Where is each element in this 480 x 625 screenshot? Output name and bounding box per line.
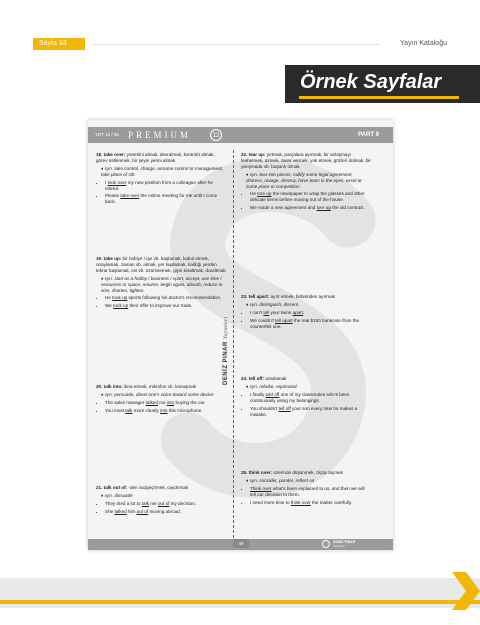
example-text: your son every time he makes a mistake. bbox=[250, 405, 358, 417]
example-text: We made a new agreement and bbox=[250, 205, 317, 211]
entry-meaning: yırtmak, parçalara ayırmak, bir anlaşmayı feshetmek, üzmek, zarar vermek, yok etmek, gözleri dolmak, bir yarışmada vb. başarılı olmak bbox=[241, 152, 371, 169]
book-page-number: 49 bbox=[233, 539, 249, 548]
phrase: into bbox=[160, 407, 168, 413]
example-item bbox=[105, 509, 226, 515]
example-text: You shouldn't bbox=[250, 405, 279, 411]
entry-heading bbox=[96, 485, 226, 491]
syn-text: syn. distinguish, discern bbox=[249, 301, 299, 307]
entry-term: 20. talk into: bbox=[96, 384, 123, 389]
example-list bbox=[241, 310, 371, 330]
phrase: took over bbox=[107, 179, 127, 185]
example-text: the matter carefully. bbox=[310, 499, 353, 505]
phrase: think over bbox=[290, 499, 311, 505]
syn-text: syn. tear into pieces, nullify some legal agreement, distress, ravage, destroy, have tears in the eyes, excel at some place or competition bbox=[246, 171, 362, 189]
author-name: DENİZ PINAR bbox=[223, 341, 229, 385]
example-text: one of my classmates who's been continuously using my belongings. bbox=[250, 391, 350, 403]
example-text: this microphone. bbox=[167, 407, 203, 413]
example-list bbox=[96, 501, 226, 515]
entry-heading bbox=[241, 294, 371, 300]
publisher-name: DENİZ PINAR bbox=[333, 540, 356, 544]
phrase: told off bbox=[265, 391, 280, 397]
example-item bbox=[250, 392, 371, 404]
phrase: tore up bbox=[316, 205, 331, 211]
phrase: talk bbox=[125, 407, 133, 413]
entry-term: 22. tear up: bbox=[241, 152, 266, 157]
phrase: talk bbox=[141, 500, 149, 506]
example-item bbox=[105, 400, 226, 406]
example-item bbox=[250, 310, 371, 316]
unit-number-badge: 12 bbox=[210, 129, 222, 141]
example-text: the old contract. bbox=[330, 205, 365, 211]
syn-text: syn. persuade, direct one's voice toward some device bbox=[104, 391, 214, 397]
example-item bbox=[105, 180, 226, 192]
example-text: their offer to improve our trade. bbox=[128, 303, 193, 309]
example-item bbox=[105, 295, 226, 301]
example-item bbox=[250, 406, 371, 418]
author-watermark bbox=[223, 317, 229, 386]
entry-synonyms: ♦ syn. tear into pieces, nullify some legal agreement, distress, ravage, destroy, have tears in the eyes, excel at some place or competition bbox=[246, 171, 362, 189]
premium-brand: PREMIUM bbox=[128, 130, 192, 140]
entry-heading bbox=[241, 470, 371, 476]
example-text: moving abroad. bbox=[148, 508, 182, 514]
example-text: He bbox=[250, 191, 258, 197]
example-list bbox=[96, 180, 226, 206]
catalog-label: Yayın Kataloğu bbox=[400, 40, 447, 47]
example-text: They tried a lot to bbox=[105, 500, 142, 506]
entry-take-up bbox=[96, 256, 226, 311]
entry-term: 23. tell apart: bbox=[241, 294, 270, 299]
syn-text: syn. take control, charge, assume control or management, take place of sth. bbox=[101, 165, 224, 177]
example-text: him bbox=[126, 508, 137, 514]
entry-synonyms: ♦ syn. take control, charge, assume control or management, take place of sth. bbox=[101, 165, 224, 177]
example-list bbox=[241, 486, 371, 506]
entry-synonyms: ♦ syn. rebuke, reprimand bbox=[246, 383, 297, 389]
header-divider bbox=[92, 44, 380, 45]
example-text: She bbox=[105, 508, 115, 514]
example-text: We bbox=[105, 303, 114, 309]
entry-synonyms: ♦ syn. dissuade bbox=[101, 492, 133, 498]
example-text: sports following his doctor's recommendation. bbox=[127, 295, 222, 301]
column-divider bbox=[233, 150, 234, 538]
example-item bbox=[105, 408, 226, 414]
phrase: took up bbox=[112, 295, 128, 301]
phrase: tore up bbox=[257, 191, 272, 197]
example-list bbox=[96, 295, 226, 309]
entry-heading bbox=[241, 376, 371, 382]
example-text: We couldn't bbox=[250, 317, 276, 323]
book-page-header bbox=[88, 127, 393, 143]
sample-book-page bbox=[88, 120, 393, 550]
example-item bbox=[250, 500, 371, 506]
example-text: I need more time to bbox=[250, 499, 291, 505]
entry-talk-out-of bbox=[96, 485, 226, 517]
page-title: Örnek Sayfalar bbox=[300, 71, 442, 93]
example-list bbox=[96, 400, 226, 414]
entry-heading bbox=[241, 152, 371, 170]
phrase: talked bbox=[145, 399, 158, 405]
example-text: your twins bbox=[269, 309, 293, 315]
entry-term: 21. talk out of: bbox=[96, 485, 128, 490]
example-text: . bbox=[302, 309, 305, 315]
entry-term: 25. think over: bbox=[241, 470, 273, 475]
entry-heading bbox=[96, 384, 226, 390]
entry-heading bbox=[96, 256, 226, 274]
example-text: He bbox=[105, 295, 113, 301]
example-text: I finally bbox=[250, 391, 266, 397]
author-subtitle: Yayınları bbox=[224, 316, 229, 340]
entry-term: 24. tell off: bbox=[241, 376, 264, 381]
example-text: the online meeting for me until I come back. bbox=[105, 193, 218, 205]
example-item bbox=[105, 303, 226, 309]
entry-tear-up bbox=[241, 152, 371, 213]
phrase: tell bbox=[263, 309, 270, 315]
phrase: out of bbox=[157, 500, 170, 506]
example-text: I can't bbox=[250, 309, 264, 315]
example-text: Please bbox=[105, 193, 121, 199]
example-item bbox=[250, 318, 371, 330]
entry-synonyms: ♦ syn. start as a hobby / business / sport, accept, use time / resources or space, resume, begin again, absorb, reduce in size, shorten, tighten bbox=[101, 275, 223, 293]
entry-meaning: yönetimi almak, devralmak, kontrolü almak, görev üstlenmek, bir şeyin yerini almak bbox=[96, 152, 215, 163]
example-item bbox=[250, 205, 371, 211]
book-code: YDT 12 / 06 bbox=[95, 132, 119, 137]
entry-meaning: üzerinde düşünmek, ölçüp biçmek bbox=[272, 470, 343, 475]
phrase: talked bbox=[114, 508, 127, 514]
example-item bbox=[250, 191, 371, 203]
phrase: take over bbox=[120, 193, 140, 199]
publisher-logo-icon bbox=[322, 540, 330, 548]
example-list bbox=[241, 392, 371, 418]
syn-text: syn. dissuade bbox=[104, 492, 133, 498]
example-item bbox=[250, 486, 371, 498]
entry-meaning: -den vazgeçirmek, caydırmak bbox=[127, 485, 189, 490]
example-text: me bbox=[157, 399, 167, 405]
entry-meaning: ikna etmek, mikrofon vb. konuşmak bbox=[122, 384, 197, 389]
syn-text: syn. consider, ponder, reflect on bbox=[249, 477, 315, 483]
entry-synonyms: ♦ syn. persuade, direct one's voice toward some device bbox=[101, 391, 214, 397]
entry-think-over bbox=[241, 470, 371, 508]
page-number-tag: Sayfa 33 bbox=[33, 38, 85, 50]
entry-meaning: ayırt etmek, birbirinden ayırmak bbox=[269, 294, 335, 299]
example-text: my decision. bbox=[169, 500, 197, 506]
phrase: out of bbox=[136, 508, 149, 514]
phrase: tell off bbox=[278, 405, 291, 411]
example-text: buying the car. bbox=[174, 399, 206, 405]
example-text: the real $100 banknote from the counterfeit one. bbox=[250, 317, 360, 329]
entry-heading bbox=[96, 152, 226, 164]
syn-text: syn. start as a hobby / business / sport, accept, use time / resources or space, resume, begin again, absorb, reduce in size, shorten, tighten bbox=[101, 275, 223, 293]
entry-take-over bbox=[96, 152, 226, 207]
entry-talk-into bbox=[96, 384, 226, 416]
banner-accent bbox=[299, 96, 459, 99]
entry-tell-off bbox=[241, 376, 371, 419]
phrase: Think over bbox=[250, 485, 272, 491]
phrase: apart bbox=[292, 309, 303, 315]
entry-meaning: bir hobiye / işe vb. başlamak, kabul etmek, onaylamak, zaman vb. almak, yer kaplamak, kaldığı yerden tekrar başlamak, exi vb. özümsemek, giysi kısaltmak, daraltmak bbox=[96, 256, 226, 273]
example-text: The sales manager bbox=[105, 399, 146, 405]
part-label: PART 9 bbox=[358, 132, 379, 138]
entry-synonyms: ♦ syn. consider, ponder, reflect on bbox=[246, 477, 315, 483]
example-text: more clearly bbox=[132, 407, 160, 413]
entry-meaning: azarlamak bbox=[263, 376, 287, 381]
syn-text: syn. rebuke, reprimand bbox=[249, 383, 297, 389]
example-text: the newspaper to wrap the glasses and other delicate items before moving out of the house. bbox=[250, 191, 365, 203]
entry-term: 19. take up: bbox=[96, 256, 122, 261]
example-item bbox=[105, 501, 226, 507]
entry-tell-apart bbox=[241, 294, 371, 332]
bottom-stripe bbox=[0, 600, 480, 604]
example-text: You must bbox=[105, 407, 126, 413]
example-text: me bbox=[148, 500, 158, 506]
publisher-subtitle: Yayınları bbox=[333, 544, 345, 548]
example-item bbox=[105, 193, 226, 205]
entry-term: 18. take over: bbox=[96, 152, 126, 157]
phrase: into bbox=[166, 399, 175, 405]
entry-synonyms: ♦ syn. distinguish, discern bbox=[246, 301, 299, 307]
chevron-decoration-icon bbox=[452, 572, 480, 610]
example-text: I bbox=[105, 179, 108, 185]
phrase: tell apart bbox=[275, 317, 293, 323]
example-text: my new position from a colleague after he retired. bbox=[105, 179, 213, 191]
example-list bbox=[241, 191, 371, 211]
example-text: what's been explained to us, and then we will tell our decision to them. bbox=[250, 485, 365, 497]
phrase: took up bbox=[113, 303, 129, 309]
